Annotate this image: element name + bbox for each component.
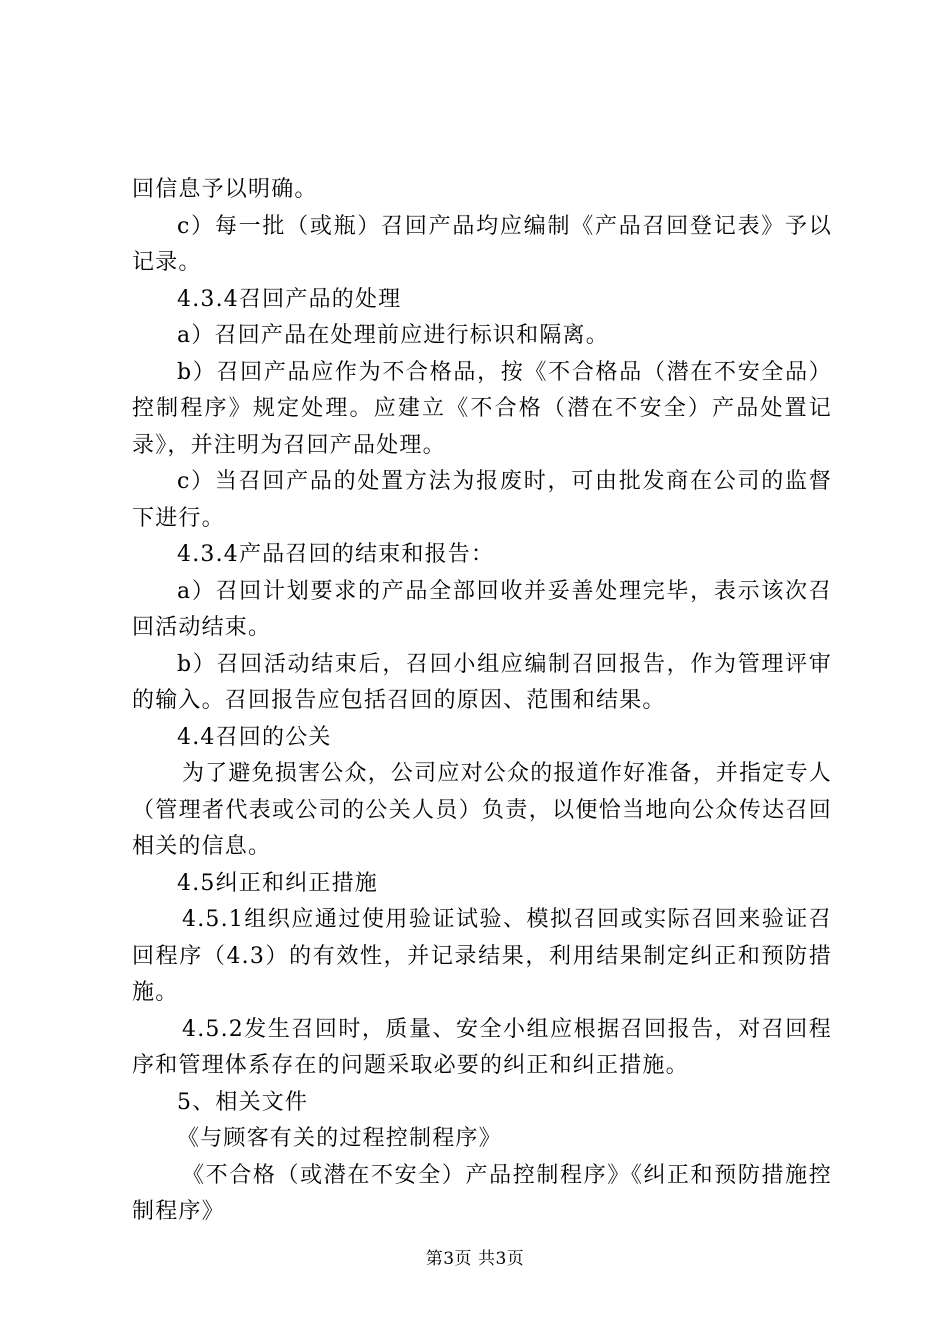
paragraph-handling-a: a）召回产品在处理前应进行标识和隔离。 — [177, 323, 609, 348]
paragraph-4-5-1: 4.5.1组织应通过使用验证试验、模拟召回或实际召回来验证召回程序（4.3）的有效性，并记录结果，利用结果制定纠正和预防措施。 — [132, 907, 832, 1005]
section-heading-5: 5、相关文件 — [177, 1089, 309, 1115]
paragraph-public-relations: 为了避免损害公众，公司应对公众的报道作好准备，并指定专人（管理者代表或公司的公关人员）负责，以便恰当地向公众传达召回相关的信息。 — [132, 761, 832, 859]
paragraph-handling-c: c）当召回产品的处置方法为报废时，可由批发商在公司的监督下进行。 — [132, 469, 832, 531]
page-footer: 第3页 共3页 — [425, 1249, 525, 1269]
section-heading-4-5: 4.5纠正和纠正措施 — [177, 870, 378, 896]
paragraph-recall-record: c）每一批（或瓶）召回产品均应编制《产品召回登记表》予以记录。 — [132, 213, 832, 275]
related-document-1: 《与顾客有关的过程控制程序》 — [177, 1126, 502, 1151]
paragraph-closure-b: b）召回活动结束后，召回小组应编制召回报告，作为管理评审的输入。召回报告应包括召回的原因、范围和结果。 — [132, 651, 832, 713]
paragraph-continuation: 回信息予以明确。 — [132, 177, 318, 202]
section-heading-4-4: 4.4召回的公关 — [177, 724, 332, 750]
paragraph-closure-a: a）召回计划要求的产品全部回收并妥善处理完毕，表示该次召回活动结束。 — [132, 578, 832, 640]
paragraph-4-5-2: 4.5.2发生召回时，质量、安全小组应根据召回报告，对召回程序和管理体系存在的问题采取必要的纠正和纠正措施。 — [132, 1016, 832, 1078]
related-document-2: 《不合格（或潜在不安全）产品控制程序》《纠正和预防措施控制程序》 — [132, 1162, 832, 1224]
document-body — [132, 172, 832, 1231]
section-heading-4-3-4-closure: 4.3.4产品召回的结束和报告： — [177, 542, 495, 567]
paragraph-handling-b: b）召回产品应作为不合格品，按《不合格品（潜在不安全品）控制程序》规定处理。应建立《不合格（潜在不安全）产品处置记录》，并注明为召回产品处理。 — [132, 359, 832, 458]
section-heading-4-3-4-handling: 4.3.4召回产品的处理 — [177, 286, 402, 312]
